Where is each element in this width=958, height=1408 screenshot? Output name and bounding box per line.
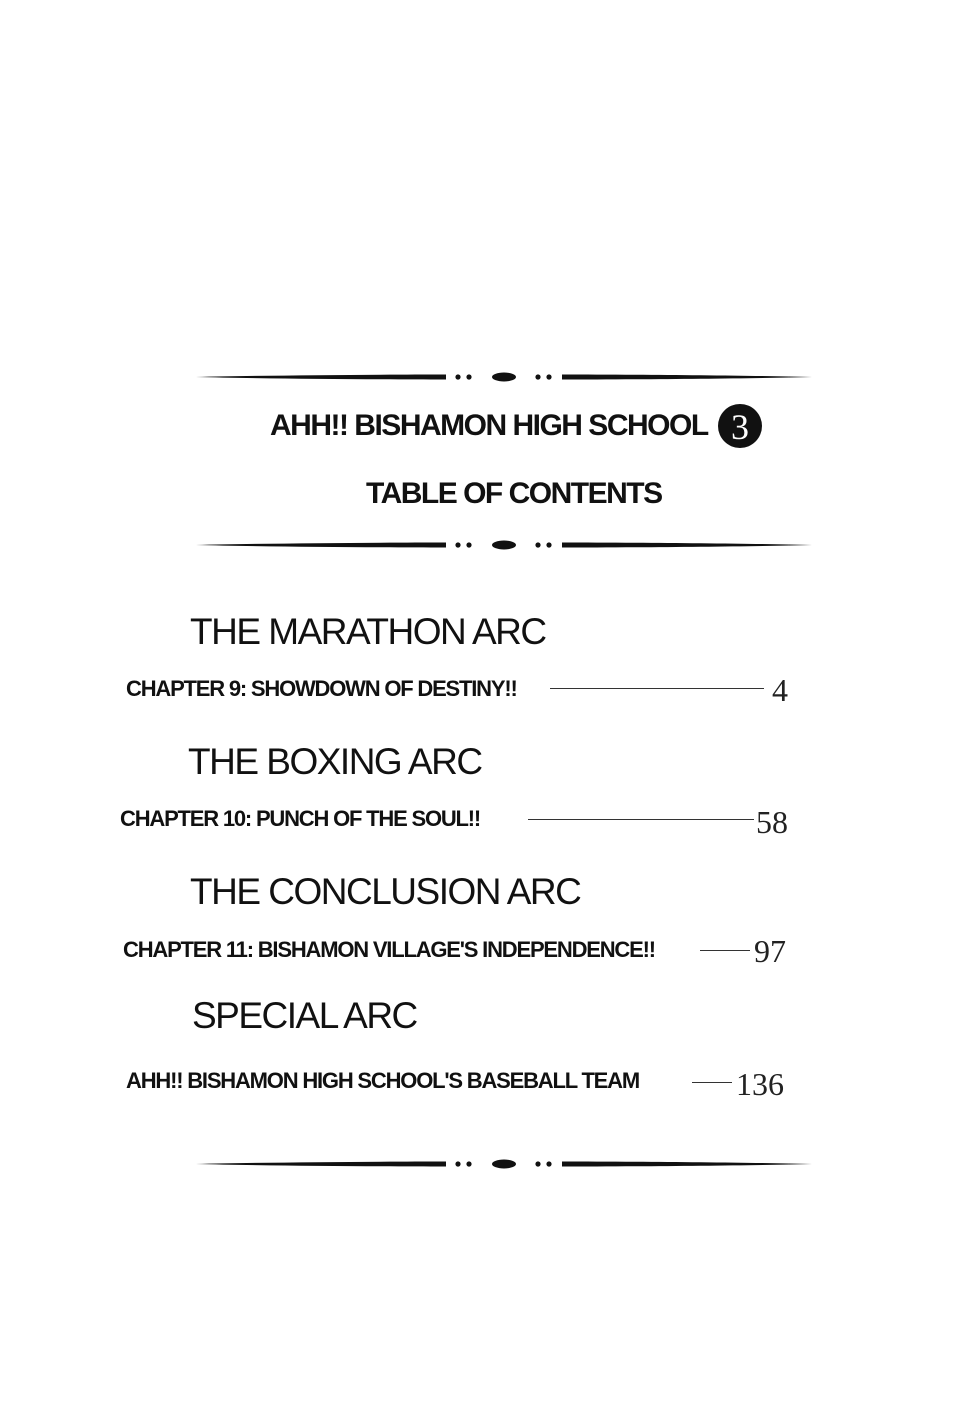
leader-line [550, 688, 764, 689]
page-number: 4 [772, 672, 788, 708]
ornamental-divider-bottom [196, 1157, 812, 1171]
toc-entry-label: CHAPTER 11: BISHAMON VILLAGE'S INDEPENDENCE!! [123, 937, 655, 962]
leader-line [528, 819, 754, 820]
page-number: 58 [756, 804, 788, 840]
series-title-text: AHH!! BISHAMON HIGH SCHOOL [270, 409, 708, 442]
arc-title-marathon: THE MARATHON ARC [190, 611, 546, 652]
arc-title-special: SPECIAL ARC [192, 995, 417, 1036]
series-title [270, 404, 762, 448]
leader-line [700, 950, 750, 951]
page-number: 136 [736, 1066, 784, 1102]
toc-entry-label: CHAPTER 9: SHOWDOWN OF DESTINY!! [126, 676, 517, 701]
ornamental-divider-top [196, 370, 812, 384]
toc-entry-chapter-9[interactable] [118, 672, 794, 712]
toc-entry-label: AHH!! BISHAMON HIGH SCHOOL'S BASEBALL TEAM [126, 1068, 639, 1093]
ornamental-divider-middle [196, 538, 812, 552]
arc-title-boxing: THE BOXING ARC [188, 741, 482, 782]
arc-title-conclusion: THE CONCLUSION ARC [190, 871, 581, 912]
toc-entry-baseball-team[interactable] [118, 1064, 794, 1104]
toc-entry-label: CHAPTER 10: PUNCH OF THE SOUL!! [120, 806, 481, 831]
toc-entry-chapter-10[interactable] [118, 802, 794, 842]
toc-entry-chapter-11[interactable] [118, 933, 794, 973]
volume-number-badge: 3 [718, 404, 762, 448]
toc-title: TABLE OF CONTENTS [366, 477, 662, 510]
page-number: 97 [754, 933, 786, 969]
leader-line [692, 1082, 732, 1083]
